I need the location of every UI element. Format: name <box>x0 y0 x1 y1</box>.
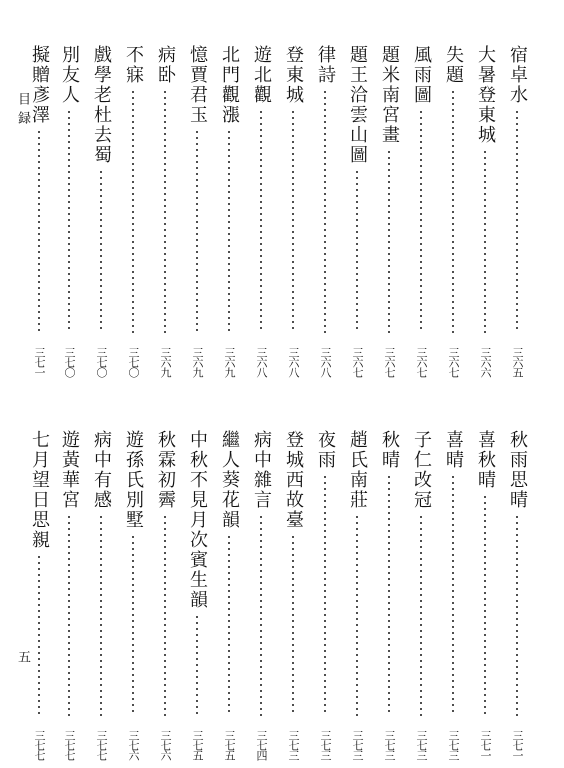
dot-leader <box>196 129 198 333</box>
dot-leader <box>132 534 134 716</box>
entry-page: 三六七 <box>383 347 396 377</box>
toc-entry <box>347 45 367 377</box>
entry-page: 三七一 <box>479 730 492 760</box>
entry-page: 三七一 <box>511 730 524 760</box>
dot-leader <box>100 169 102 333</box>
dot-leader <box>164 514 166 716</box>
entry-page: 三七六 <box>159 730 172 760</box>
toc-entry <box>283 45 303 377</box>
entry-page: 三七一 <box>33 347 46 377</box>
toc-entry <box>59 45 79 377</box>
page-number: 五 <box>15 650 30 669</box>
entry-page: 三六八 <box>319 347 332 377</box>
toc-entry <box>507 430 527 760</box>
toc-entry <box>123 430 143 760</box>
entry-title: 秋晴 <box>379 430 400 470</box>
toc-entry <box>315 430 335 760</box>
entry-page: 三六五 <box>511 347 524 377</box>
entry-title: 夜雨 <box>315 430 336 470</box>
entry-title: 題米南宮畫 <box>379 45 400 145</box>
entry-title: 秋雨思晴 <box>507 430 528 510</box>
toc-entry <box>29 45 49 377</box>
entry-title: 北門觀漲 <box>219 45 240 125</box>
dot-leader <box>420 514 422 716</box>
dot-leader <box>228 534 230 716</box>
entry-title: 憶賈君玉 <box>187 45 208 125</box>
toc-block-bottom <box>0 430 564 760</box>
dot-leader <box>420 109 422 333</box>
dot-leader <box>38 129 40 333</box>
toc-entry <box>411 45 431 377</box>
toc-entry <box>411 430 431 760</box>
toc-entry <box>219 430 239 760</box>
dot-leader <box>228 129 230 333</box>
toc-entry <box>91 45 111 377</box>
entry-page: 三六六 <box>479 347 492 377</box>
entry-title: 大暑登東城 <box>475 45 496 145</box>
dot-leader <box>452 474 454 716</box>
toc-entry <box>379 45 399 377</box>
entry-page: 三六七 <box>447 347 460 377</box>
entry-title: 登城西故臺 <box>283 430 304 530</box>
dot-leader <box>484 149 486 333</box>
dot-leader <box>516 514 518 716</box>
dot-leader <box>292 534 294 716</box>
entry-title: 子仁改冠 <box>411 430 432 510</box>
toc-entry <box>475 430 495 760</box>
entry-title: 繼人葵花韻 <box>219 430 240 530</box>
dot-leader <box>324 89 326 333</box>
dot-leader <box>68 109 70 333</box>
toc-entry <box>123 45 143 377</box>
entry-title: 失題 <box>443 45 464 85</box>
entry-title: 戲學老杜去蜀 <box>91 45 112 165</box>
toc-entry <box>443 45 463 377</box>
toc-entry <box>187 430 207 760</box>
entry-title: 秋霖初霽 <box>155 430 176 510</box>
entry-page: 三七三 <box>287 730 300 760</box>
entry-page: 三七七 <box>95 730 108 760</box>
entry-page: 三七三 <box>447 730 460 760</box>
toc-entry <box>347 430 367 760</box>
entry-page: 三七七 <box>33 730 46 760</box>
entry-page: 三七〇 <box>63 347 76 377</box>
entry-title: 病中雜言 <box>251 430 272 510</box>
entry-page: 三六七 <box>415 347 428 377</box>
entry-page: 三七〇 <box>95 347 108 377</box>
entry-page: 三六八 <box>287 347 300 377</box>
entry-title: 擬贈彥澤 <box>29 45 50 125</box>
toc-entry <box>379 430 399 760</box>
entry-page: 三七三 <box>319 730 332 760</box>
entry-page: 三六七 <box>351 347 364 377</box>
entry-page: 三七三 <box>383 730 396 760</box>
entry-page: 三七七 <box>63 730 76 760</box>
entry-page: 三七〇 <box>127 347 140 377</box>
toc-block-top <box>0 45 564 377</box>
entry-page: 三六九 <box>159 347 172 377</box>
entry-page: 三七四 <box>255 730 268 760</box>
entry-page: 三七三 <box>415 730 428 760</box>
section-title: 目録 <box>15 92 30 130</box>
entry-page: 三七五 <box>191 730 204 760</box>
dot-leader <box>388 149 390 333</box>
toc-entry <box>315 45 335 377</box>
dot-leader <box>388 474 390 716</box>
entry-title: 中秋不見月次賓生韻 <box>187 430 208 610</box>
toc-entry <box>475 45 495 377</box>
entry-page: 三七五 <box>223 730 236 760</box>
entry-title: 遊孫氏別墅 <box>123 430 144 530</box>
toc-entry <box>187 45 207 377</box>
entry-title: 喜晴 <box>443 430 464 470</box>
dot-leader <box>516 109 518 333</box>
toc-entry <box>443 430 463 760</box>
entry-title: 遊北觀 <box>251 45 272 105</box>
toc-entry <box>219 45 239 377</box>
toc-entry <box>283 430 303 760</box>
dot-leader <box>100 514 102 716</box>
entry-page: 三七三 <box>351 730 364 760</box>
dot-leader <box>260 514 262 716</box>
toc-entry <box>29 430 49 760</box>
toc-entry <box>59 430 79 760</box>
entry-title: 登東城 <box>283 45 304 105</box>
entry-page: 三六九 <box>191 347 204 377</box>
dot-leader <box>38 554 40 716</box>
entry-title: 不寐 <box>123 45 144 85</box>
dot-leader <box>196 614 198 716</box>
dot-leader <box>68 514 70 716</box>
entry-page: 三六九 <box>223 347 236 377</box>
entry-page: 三七六 <box>127 730 140 760</box>
dot-leader <box>292 109 294 333</box>
dot-leader <box>132 89 134 333</box>
entry-page: 三六八 <box>255 347 268 377</box>
toc-entry <box>251 430 271 760</box>
toc-entry <box>91 430 111 760</box>
entry-title: 七月望日思親 <box>29 430 50 550</box>
entry-title: 別友人 <box>59 45 80 105</box>
entry-title: 宿卓水 <box>507 45 528 105</box>
toc-entry <box>155 430 175 760</box>
dot-leader <box>356 169 358 333</box>
entry-title: 律詩 <box>315 45 336 85</box>
dot-leader <box>452 89 454 333</box>
entry-title: 遊黃華宮 <box>59 430 80 510</box>
entry-title: 喜秋晴 <box>475 430 496 490</box>
dot-leader <box>356 514 358 716</box>
toc-entry <box>155 45 175 377</box>
entry-title: 病中有感 <box>91 430 112 510</box>
toc-entry <box>251 45 271 377</box>
entry-title: 趙氏南莊 <box>347 430 368 510</box>
dot-leader <box>484 494 486 716</box>
dot-leader <box>164 89 166 333</box>
dot-leader <box>324 474 326 716</box>
entry-title: 病卧 <box>155 45 176 85</box>
entry-title: 題王洽雲山圖 <box>347 45 368 165</box>
entry-title: 風雨圖 <box>411 45 432 105</box>
dot-leader <box>260 109 262 333</box>
toc-entry <box>507 45 527 377</box>
